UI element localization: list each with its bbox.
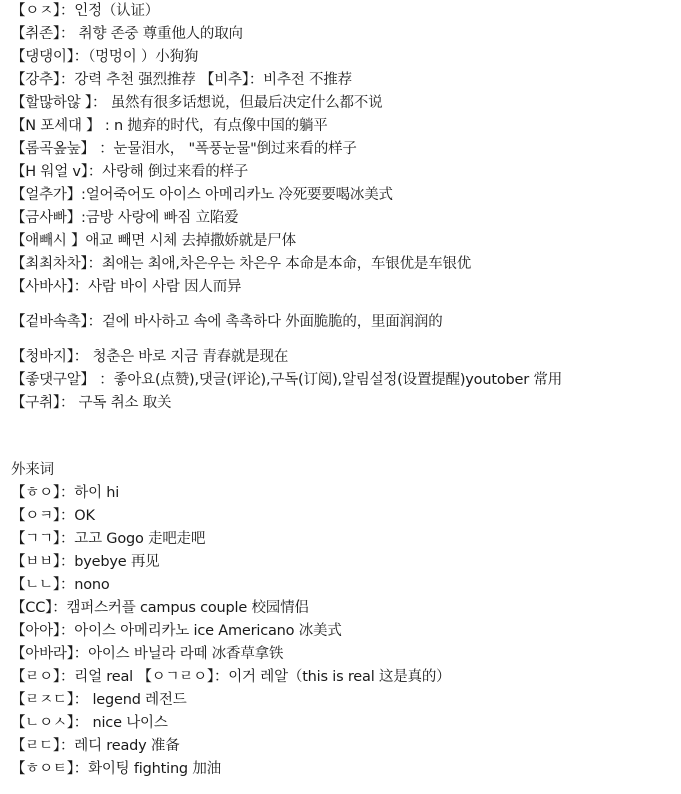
slang-section-2 bbox=[11, 311, 676, 334]
slang-entry-cheongbaji: 【청바지】： 청춘은 바로 지금 青春就是现在 bbox=[11, 349, 289, 365]
slang-entry-gangchu: 【강추】：강력 추천 强烈推荐 【비추】：비추전 不推荐 bbox=[11, 72, 352, 88]
loanword-entry-nono: 【ㄴㄴ】：nono bbox=[11, 577, 110, 593]
loanword-entry-aa: 【아아】：아이스 아메리카노 ice Americano 冰美式 bbox=[11, 623, 342, 639]
section-gap bbox=[11, 415, 676, 459]
loanword-entry-gogo: 【ㄱㄱ】：고고 Gogo 走吧走吧 bbox=[11, 531, 206, 547]
loanword-entry-cc: 【CC】：캠퍼스커플 campus couple 校园情侣 bbox=[11, 600, 309, 616]
loanword-heading: 外来词 bbox=[11, 462, 54, 478]
slang-entry-aeppaesi: 【애빼시 】애교 빼면 시체 去掉撒娇就是尸体 bbox=[11, 233, 296, 249]
slang-entry-n-posedae: 【N 포세대 】 : n 抛弃的时代，有点像中国的躺平 bbox=[11, 118, 328, 134]
loanword-entry-nice: 【ㄴㅇㅅ】： nice 나이스 bbox=[11, 715, 168, 731]
slang-entry-daengdaengi: 【댕댕이】：（멍멍이 ）小狗狗 bbox=[11, 49, 199, 65]
slang-entry-h-woeol-v: 【H 워얼 v】：사랑해 倒过来看的样子 bbox=[11, 164, 249, 180]
slang-entry-halmanhaanh: 【할많하않 】： 虽然有很多话想说，但最后决定什么都不说 bbox=[11, 95, 383, 111]
loanword-entry-ok: 【ㅇㅋ】：OK bbox=[11, 508, 95, 524]
paragraph-gap bbox=[11, 334, 676, 346]
loanword-entry-byebye: 【ㅂㅂ】：byebye 再见 bbox=[11, 554, 160, 570]
loanword-entry-hi: 【ㅎㅇ】：하이 hi bbox=[11, 485, 120, 501]
slang-section-1 bbox=[11, 0, 676, 299]
slang-entry-sabasa: 【사바사】：사람 바이 사람 因人而异 bbox=[11, 279, 242, 295]
slang-entry-chwichwichacha: 【최최차차】：최애는 최애,차은우는 차은우 本命是本命，车银优是车银优 bbox=[11, 256, 472, 272]
slang-entry-jotaetgual: 【좋댓구알】 ：좋아요(点赞),댓글(评论),구독(订阅),알림설정(设置提醒)youtober 常用 bbox=[11, 372, 562, 388]
slang-entry-eolchuga: 【얼추가】:얼어죽어도 아이스 아메리카노 冷死要要喝冰美式 bbox=[11, 187, 393, 203]
loanword-entry-fighting: 【ㅎㅇㅌ】：화이팅 fighting 加油 bbox=[11, 761, 221, 777]
slang-entry-romgokopnup: 【롬곡옾눞】 ：눈물泪水， "폭풍눈물"倒过来看的样子 bbox=[11, 141, 357, 157]
loanword-entry-real: 【ㄹㅇ】：리얼 real 【ㅇㄱㄹㅇ】：이거 레알（this is real 这是真的） bbox=[11, 669, 451, 685]
slang-entry-guchwi: 【구취】： 구독 취소 取关 bbox=[11, 395, 172, 411]
loanword-entry-abara: 【아바라】：아이스 바닐라 라떼 冰香草拿铁 bbox=[11, 646, 284, 662]
paragraph-gap bbox=[11, 299, 676, 311]
loanword-section bbox=[11, 459, 676, 781]
slang-entry-chwijon: 【취존】： 취향 존중 尊重他人的取向 bbox=[11, 26, 243, 42]
slang-section-3 bbox=[11, 346, 676, 415]
slang-entry-injeong: 【ㅇㅈ】：인정（认证） bbox=[11, 3, 160, 19]
loanword-entry-ready: 【ㄹㄷ】：레디 ready 准备 bbox=[11, 738, 180, 754]
document-body bbox=[11, 0, 676, 781]
slang-entry-geumsappa: 【금사빠】:금방 사랑에 빠짐 立陷爱 bbox=[11, 210, 239, 226]
loanword-entry-legend: 【ㄹㅈㄷ】： legend 레전드 bbox=[11, 692, 187, 708]
slang-entry-geotbasokchok: 【겉바속촉】：겉에 바사하고 속에 촉촉하다 外面脆脆的，里面润润的 bbox=[11, 314, 443, 330]
